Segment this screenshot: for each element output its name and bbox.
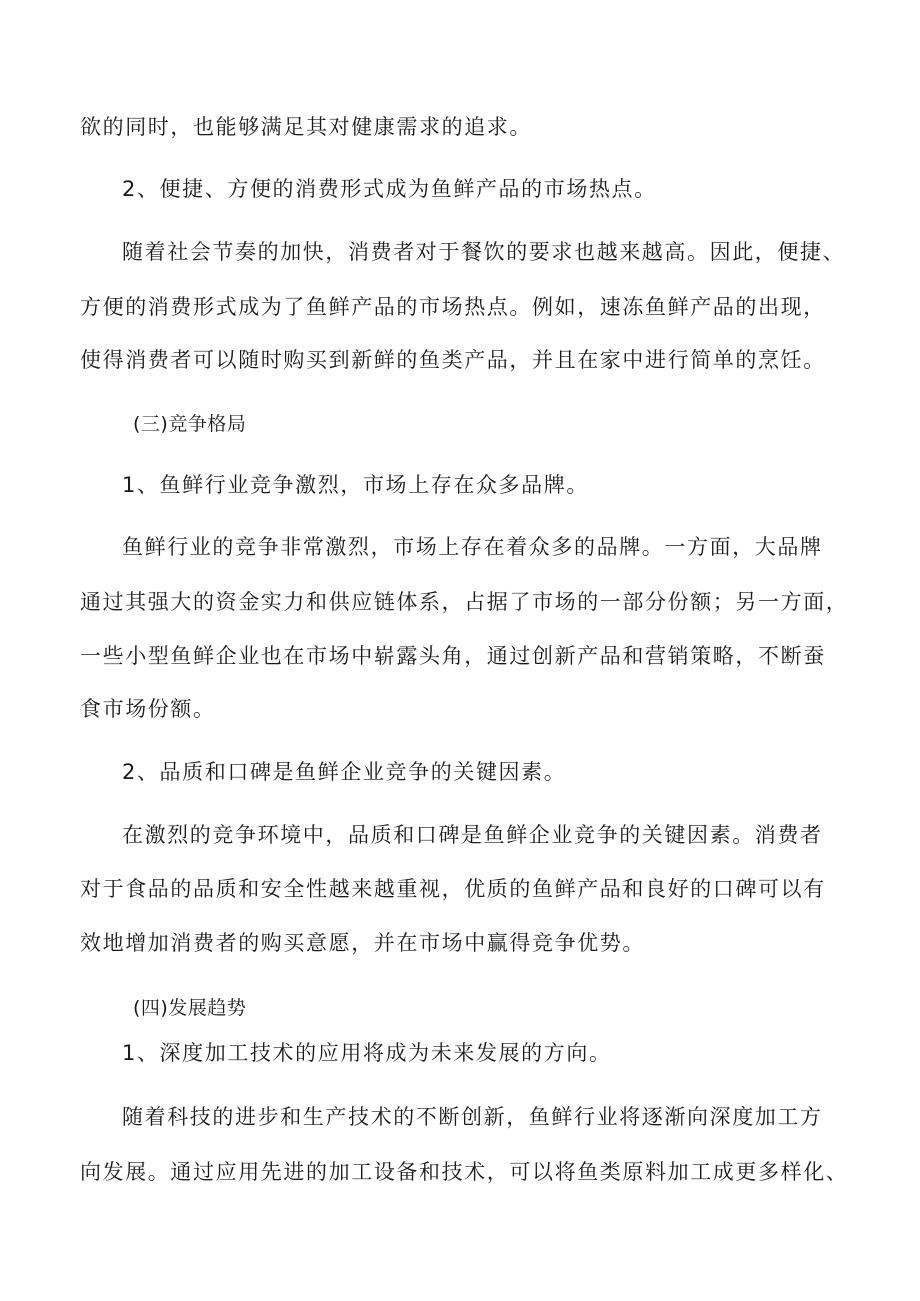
subsection-heading: 1、深度加工技术的应用将成为未来发展的方向。 (122, 1041, 612, 1065)
body-text-line: 食市场份额。 (80, 697, 216, 721)
body-text-line: 向发展。通过应用先进的加工设备和技术，可以将鱼类原料加工成更多样化、 (80, 1160, 849, 1184)
body-text-line: 在激烈的竞争环境中，品质和口碑是鱼鲜企业竞争的关键因素。消费者 (122, 823, 823, 847)
body-text-line: 随着科技的进步和生产技术的不断创新，鱼鲜行业将逐渐向深度加工方 (122, 1105, 823, 1129)
body-text-line: 使得消费者可以随时购买到新鲜的鱼类产品，并且在家中进行简单的烹饪。 (80, 348, 826, 372)
subsection-heading: 2、便捷、方便的消费形式成为鱼鲜产品的市场热点。 (122, 177, 657, 201)
section-heading: (四)发展趋势 (133, 997, 247, 1019)
body-text-line: 鱼鲜行业的竞争非常激烈，市场上存在着众多的品牌。一方面，大品牌 (122, 535, 823, 559)
body-text-line: 方便的消费形式成为了鱼鲜产品的市场热点。例如，速冻鱼鲜产品的出现， (80, 295, 826, 319)
section-heading: (三)竞争格局 (133, 413, 247, 435)
subsection-heading: 1、鱼鲜行业竞争激烈，市场上存在众多品牌。 (122, 473, 589, 497)
body-text-line: 对于食品的品质和安全性越来越重视，优质的鱼鲜产品和良好的口碑可以有 (80, 877, 826, 901)
body-text-line: 通过其强大的资金实力和供应链体系，占据了市场的一部分份额；另一方面， (80, 590, 849, 614)
body-text-line: 随着社会节奏的加快，消费者对于餐饮的要求也越来越高。因此，便捷、 (122, 240, 846, 264)
subsection-heading: 2、品质和口碑是鱼鲜企业竞争的关键因素。 (122, 760, 567, 784)
body-text-line: 一些小型鱼鲜企业也在市场中崭露头角，通过创新产品和营销策略，不断蚕 (80, 644, 826, 668)
body-text-line: 效地增加消费者的购买意愿，并在市场中赢得竞争优势。 (80, 931, 645, 955)
body-text-line: 欲的同时，也能够满足其对健康需求的追求。 (80, 115, 532, 139)
